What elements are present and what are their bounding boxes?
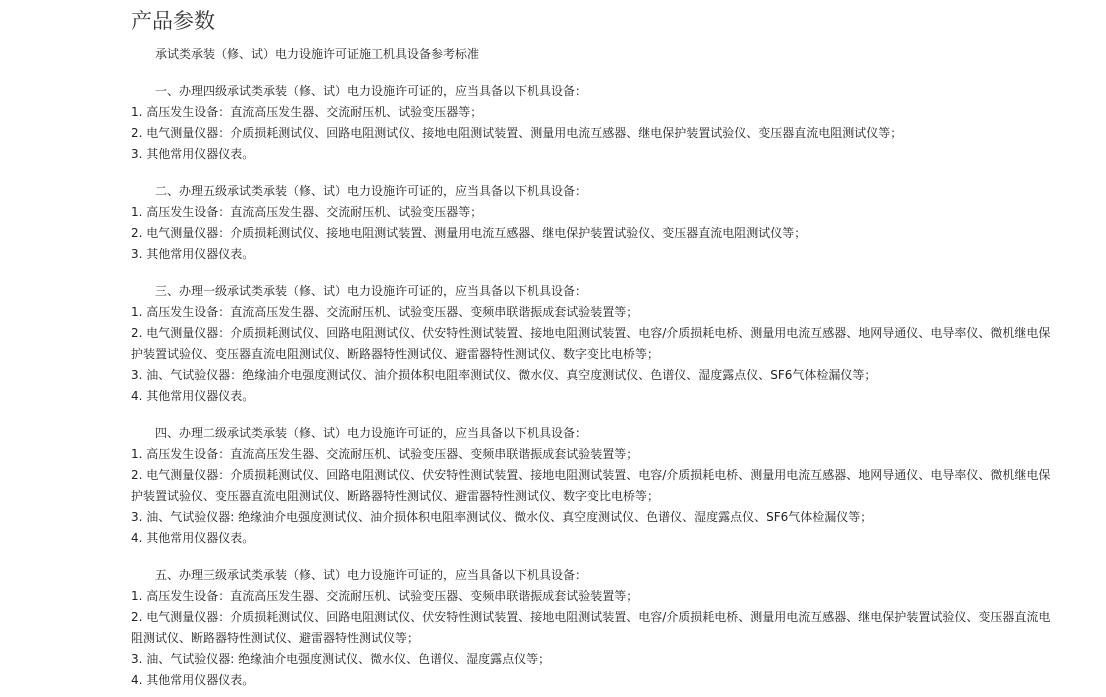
list-item: 1. 高压发生设备：直流高压发生器、交流耐压机、试验变压器、变频串联谐振成套试验装置等； (131, 589, 639, 603)
list-item: 2. 电气测量仪器：介质损耗测试仪、回路电阻测试仪、伏安特性测试装置、接地电阻测试装置、电容/介质损耗电桥、测量用电流互感器、地网导通仪、电导率仪、微机继电保护装置试验仪、变压器直流电阻测试仪、断路器特性测试仪、避雷器特性测试仪、数字变比电桥等； (131, 468, 1051, 503)
page-title: 产品参数 (131, 9, 215, 33)
list-item: 1. 高压发生设备：直流高压发生器、交流耐压机、试验变压器等； (131, 105, 483, 119)
document-subtitle: 承试类承装（修、试）电力设施许可证施工机具设备参考标准 (155, 47, 480, 61)
list-item: 2. 电气测量仪器：介质损耗测试仪、回路电阻测试仪、伏安特性测试装置、接地电阻测试装置、电容/介质损耗电桥、测量用电流互感器、地网导通仪、电导率仪、微机继电保护装置试验仪、变压器直流电阻测试仪、断路器特性测试仪、避雷器特性测试仪、数字变比电桥等； (131, 326, 1051, 361)
section-heading: 四、办理二级承试类承装（修、试）电力设施许可证的，应当具备以下机具设备： (155, 426, 588, 440)
list-item: 2. 电气测量仪器：介质损耗测试仪、回路电阻测试仪、接地电阻测试装置、测量用电流互感器、继电保护装置试验仪、变压器直流电阻测试仪等； (131, 126, 903, 140)
section-level-4 (131, 81, 1056, 165)
list-item: 3. 油、气试验仪器: 绝缘油介电强度测试仪、微水仪、色谱仪、湿度露点仪等； (131, 652, 551, 666)
document-body (131, 44, 1056, 691)
section-level-2 (131, 423, 1056, 549)
section-heading: 一、办理四级承试类承装（修、试）电力设施许可证的，应当具备以下机具设备： (155, 84, 588, 98)
section-level-1 (131, 281, 1056, 407)
list-item: 3. 其他常用仪器仪表。 (131, 247, 255, 261)
list-item: 3. 其他常用仪器仪表。 (131, 147, 255, 161)
section-level-5 (131, 181, 1056, 265)
list-item: 1. 高压发生设备：直流高压发生器、交流耐压机、试验变压器、变频串联谐振成套试验装置等； (131, 447, 639, 461)
list-item: 4. 其他常用仪器仪表。 (131, 531, 255, 545)
section-heading: 二、办理五级承试类承装（修、试）电力设施许可证的，应当具备以下机具设备： (155, 184, 588, 198)
list-item: 3. 油、气试验仪器: 绝缘油介电强度测试仪、油介损体积电阻率测试仪、微水仪、真空度测试仪、色谱仪、湿度露点仪、SF6气体检漏仪等； (131, 510, 873, 524)
list-item: 1. 高压发生设备：直流高压发生器、交流耐压机、试验变压器等； (131, 205, 483, 219)
section-heading: 五、办理三级承试类承装（修、试）电力设施许可证的，应当具备以下机具设备： (155, 568, 588, 582)
list-item: 2. 电气测量仪器：介质损耗测试仪、接地电阻测试装置、测量用电流互感器、继电保护装置试验仪、变压器直流电阻测试仪等； (131, 226, 807, 240)
list-item: 1. 高压发生设备：直流高压发生器、交流耐压机、试验变压器、变频串联谐振成套试验装置等； (131, 305, 639, 319)
list-item: 4. 其他常用仪器仪表。 (131, 389, 255, 403)
section-level-3 (131, 565, 1056, 691)
list-item: 2. 电气测量仪器：介质损耗测试仪、回路电阻测试仪、伏安特性测试装置、接地电阻测试装置、电容/介质损耗电桥、测量用电流互感器、继电保护装置试验仪、变压器直流电阻测试仪、断路器特性测试仪、避雷器特性测试仪等； (131, 610, 1051, 645)
list-item: 3. 油、气试验仪器：绝缘油介电强度测试仪、油介损体积电阻率测试仪、微水仪、真空度测试仪、色谱仪、湿度露点仪、SF6气体检漏仪等； (131, 368, 877, 382)
list-item: 4. 其他常用仪器仪表。 (131, 673, 255, 687)
section-heading: 三、办理一级承试类承装（修、试）电力设施许可证的，应当具备以下机具设备： (155, 284, 588, 298)
